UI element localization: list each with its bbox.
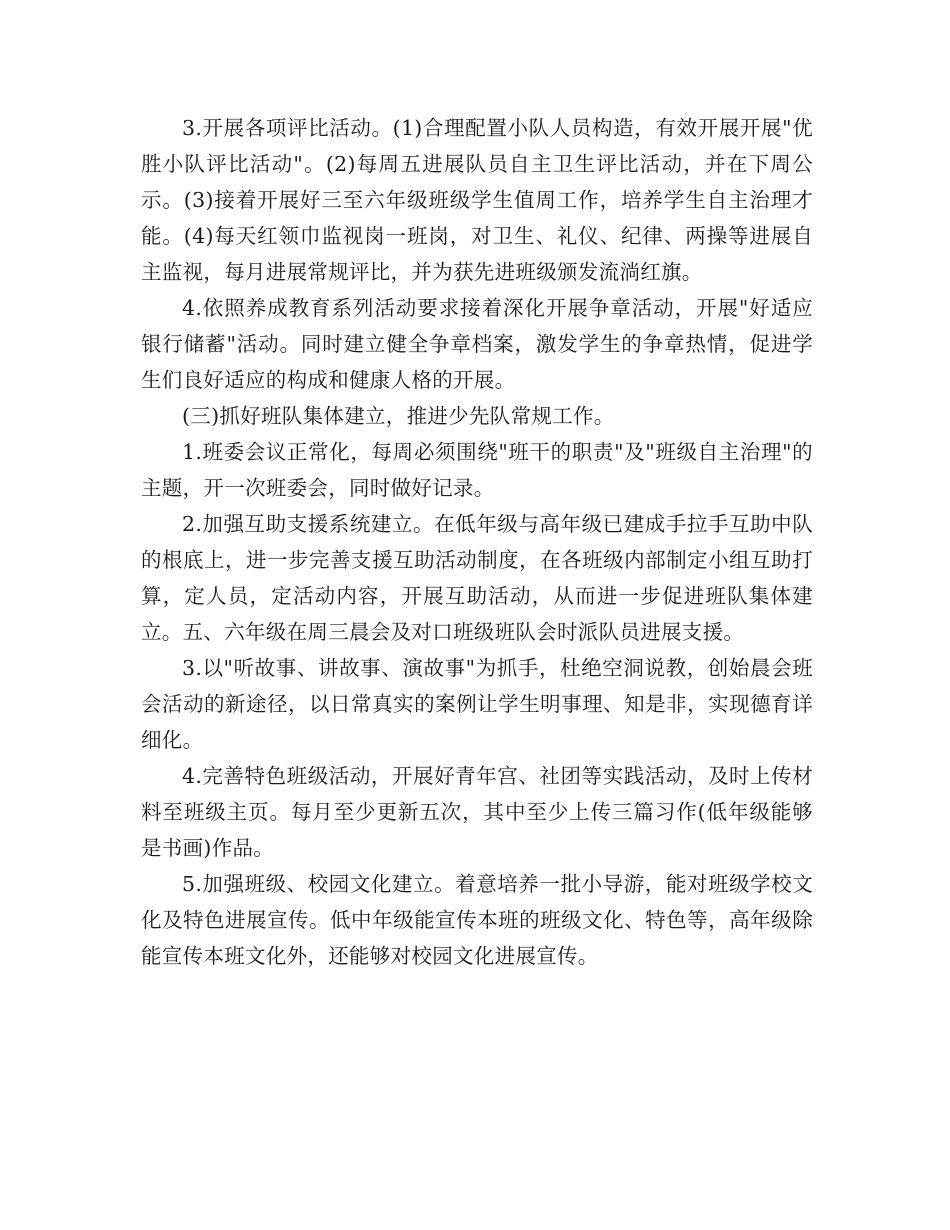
paragraph-storytelling: 3.以"听故事、讲故事、演故事"为抓手，杜绝空洞说教，创始晨会班会活动的新途径，以日常真实的案例让学生明事理、知是非，实现德育详细化。 <box>141 656 813 752</box>
section-heading-class-building: (三)抓好班队集体建立，推进少先队常规工作。 <box>182 404 615 428</box>
paragraph-featured-activities: 4.完善特色班级活动，开展好青年宫、社团等实践活动，及时上传材料至班级主页。每月至少更新五次，其中至少上传三篇习作(低年级能够是书画)作品。 <box>141 764 813 860</box>
paragraph-campus-culture: 5.加强班级、校园文化建立。着意培养一批小导游，能对班级学校文化及特色进展宣传。低中年级能宣传本班的班级文化、特色等，高年级除能宣传本班文化外，还能够对校园文化进展宣传。 <box>141 872 813 968</box>
paragraph-badge-activities: 4.依照养成教育系列活动要求接着深化开展争章活动，开展"好适应银行储蓄"活动。同时建立健全争章档案，激发学生的争章热情，促进学生们良好适应的构成和健康人格的开展。 <box>141 296 813 392</box>
document-body <box>141 110 813 974</box>
paragraph-mutual-aid: 2.加强互助支援系统建立。在低年级与高年级已建成手拉手互助中队的根底上，进一步完善支援互助活动制度，在各班级内部制定小组互助打算，定人员，定活动内容，开展互助活动，从而进一步促进班队集体建立。五、六年级在周三晨会及对口班级班队会时派队员进展支援。 <box>141 512 813 644</box>
paragraph-class-committee: 1.班委会议正常化，每周必须围绕"班干的职责"及"班级自主治理"的主题，开一次班委会，同时做好记录。 <box>141 440 813 500</box>
paragraph-evaluation-activities: 3.开展各项评比活动。(1)合理配置小队人员构造，有效开展开展"优胜小队评比活动"。(2)每周五进展队员自主卫生评比活动，并在下周公示。(3)接着开展好三至六年级班级学生值周工作，培养学生自主治理才能。(4)每天红领巾监视岗一班岗，对卫生、礼仪、纪律、两操等进展自主监视，每月进展常规评比，并为获先进班级颁发流淌红旗。 <box>141 116 813 284</box>
